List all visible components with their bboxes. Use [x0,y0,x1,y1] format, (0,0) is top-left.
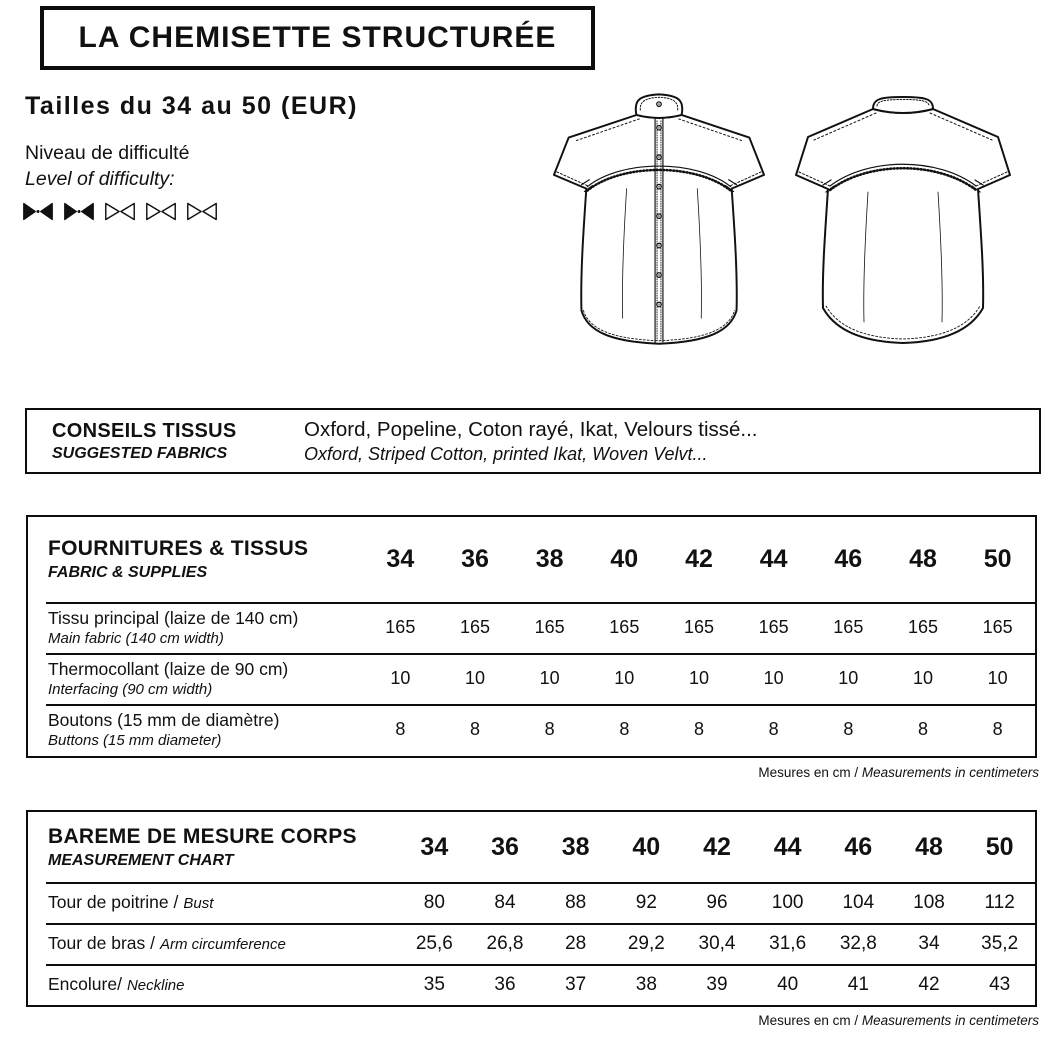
supplies-table-title [28,537,363,582]
fabrics-box-labels [52,420,304,463]
table-cell: 165 [459,617,491,637]
table-row-main-fabric [28,602,1035,653]
size-column-header: 48 [915,832,943,861]
units-footnote [758,1013,1039,1028]
sizes-range-heading: Tailles du 34 au 50 (EUR) [25,92,358,120]
units-footnote-en: Measurements in centimeters [861,1013,1039,1028]
page-title: LA CHEMISETTE STRUCTURÉE [78,21,557,54]
fabrics-box-values [304,418,758,465]
table-cell: 8 [768,719,779,739]
measurement-table-header [28,812,1035,882]
row-label-fr: Encolure/ [48,974,122,994]
difficulty-rating [22,201,218,222]
table-cell: 36 [494,973,516,995]
table-cell: 165 [609,617,640,637]
table-cell: 165 [907,617,939,637]
table-cell: 8 [843,719,854,739]
table-row-buttons [28,704,1035,755]
size-column-header: 46 [844,832,873,861]
table-cell: 30,4 [698,932,736,954]
size-column-header: 36 [461,545,489,573]
table-cell: 39 [706,973,728,995]
row-label-fr: Boutons (15 mm de diamètre) [48,710,280,730]
difficulty-bowtie-icon [145,201,177,222]
size-column-header: 40 [632,832,661,861]
table-cell: 31,6 [769,932,807,954]
title-box [40,6,595,70]
size-column-header: 50 [985,832,1014,861]
table-cell: 10 [763,668,784,688]
table-cell: 8 [544,719,555,739]
table-cell: 80 [423,891,445,913]
table-cell: 26,8 [486,932,524,954]
size-column-header: 50 [983,545,1012,573]
fabrics-value-en: Oxford, Striped Cotton, printed Ikat, Woven Velvt... [304,443,708,464]
difficulty-label-en: Level of difficulty: [25,168,175,190]
difficulty-label-fr: Niveau de difficulté [25,142,190,164]
row-label [28,974,399,995]
fabrics-value-fr: Oxford, Popeline, Coton rayé, Ikat, Velours tissé... [304,417,758,441]
units-footnote-fr: Mesures en cm / [758,1013,859,1028]
table-cell: 10 [688,668,709,688]
table-cell: 8 [917,719,928,739]
size-column-header: 36 [491,832,519,861]
table-cell: 165 [683,617,715,637]
table-row-neckline [28,964,1035,1005]
table-cell: 37 [565,973,587,995]
shirt-front-technical-drawing [551,86,767,358]
table-cell: 165 [833,617,864,637]
size-column-header: 34 [386,545,415,573]
size-column-header: 34 [420,832,449,861]
row-label [28,608,363,647]
table-cell: 8 [395,719,406,739]
table-cell: 42 [918,973,940,995]
size-column-header: 44 [759,545,788,573]
table-cell: 88 [565,891,587,913]
row-label [28,710,363,749]
table-cell: 35,2 [981,932,1019,954]
row-label-en: Main fabric (140 cm width) [48,630,224,647]
fabrics-label-fr: CONSEILS TISSUS [52,419,237,442]
table-cell: 96 [706,891,728,913]
table-cell: 100 [771,891,804,913]
row-label-fr: Tour de poitrine / [48,892,179,912]
supplies-table [26,515,1037,758]
size-column-header: 46 [834,545,863,573]
table-cell: 112 [984,891,1015,913]
table-cell: 40 [777,973,799,995]
row-label-en: Neckline [126,977,185,994]
table-cell: 43 [989,973,1011,995]
suggested-fabrics-box [25,408,1041,474]
table-cell: 10 [838,668,859,688]
table-cell: 38 [635,973,657,995]
table-cell: 165 [758,617,789,637]
table-cell: 165 [534,617,565,637]
supplies-table-header [28,517,1035,602]
table-row-bust [28,882,1035,923]
size-column-header: 42 [685,545,713,573]
size-column-header: 38 [535,545,564,573]
table-cell: 108 [913,891,945,913]
measurement-table-title [28,825,399,870]
measurement-table [26,810,1037,1007]
table-cell: 8 [992,719,1003,739]
table-cell: 165 [982,617,1013,637]
difficulty-bowtie-icon [22,201,54,222]
table-row-interfacing [28,653,1035,704]
table-cell: 32,8 [839,932,877,954]
table-cell: 10 [614,668,635,688]
difficulty-bowtie-icon [104,201,136,222]
table-cell: 28 [565,932,587,954]
units-footnote-fr: Mesures en cm / [758,765,859,780]
table-cell: 165 [385,617,416,637]
shirt-back-technical-drawing [792,92,1014,358]
table-cell: 10 [987,668,1008,688]
size-column-header: 42 [703,832,731,861]
units-footnote [758,765,1039,780]
row-label-en: Arm circumference [160,936,286,953]
size-column-header: 38 [561,832,590,861]
fabrics-label-en: SUGGESTED FABRICS [52,444,228,462]
row-label-fr: Tissu principal (laize de 140 cm) [48,608,299,628]
table-cell: 104 [842,891,875,913]
size-column-header: 48 [909,545,937,573]
row-label [28,933,399,954]
difficulty-bowtie-icon [63,201,95,222]
row-label-en: Interfacing (90 cm width) [48,681,213,698]
table-cell: 8 [693,719,704,739]
measurement-title-fr: BAREME DE MESURE CORPS [48,824,357,848]
table-cell: 34 [918,932,940,954]
table-cell: 84 [494,891,516,913]
table-cell: 10 [539,668,560,688]
table-cell: 35 [423,973,445,995]
table-cell: 41 [847,973,869,995]
table-cell: 10 [912,668,933,688]
measurement-title-en: MEASUREMENT CHART [48,851,234,869]
row-label-en: Bust [183,895,214,912]
supplies-title-en: FABRIC & SUPPLIES [48,564,208,581]
table-cell: 10 [464,668,485,688]
row-label-fr: Tour de bras / [48,933,155,953]
supplies-title-fr: FOURNITURES & TISSUS [48,537,309,560]
table-cell: 10 [390,668,411,688]
difficulty-bowtie-icon [186,201,218,222]
row-label-en: Buttons (15 mm diameter) [48,732,222,749]
table-cell: 29,2 [627,932,665,954]
table-cell: 8 [469,719,480,739]
table-row-arm [28,923,1035,964]
units-footnote-en: Measurements in centimeters [861,765,1039,780]
table-cell: 25,6 [415,932,453,954]
row-label-fr: Thermocollant (laize de 90 cm) [48,659,289,679]
row-label [28,892,399,913]
table-cell: 92 [635,891,657,913]
table-cell: 8 [619,719,630,739]
size-column-header: 40 [610,545,639,573]
row-label [28,659,363,698]
size-column-header: 44 [773,832,802,861]
